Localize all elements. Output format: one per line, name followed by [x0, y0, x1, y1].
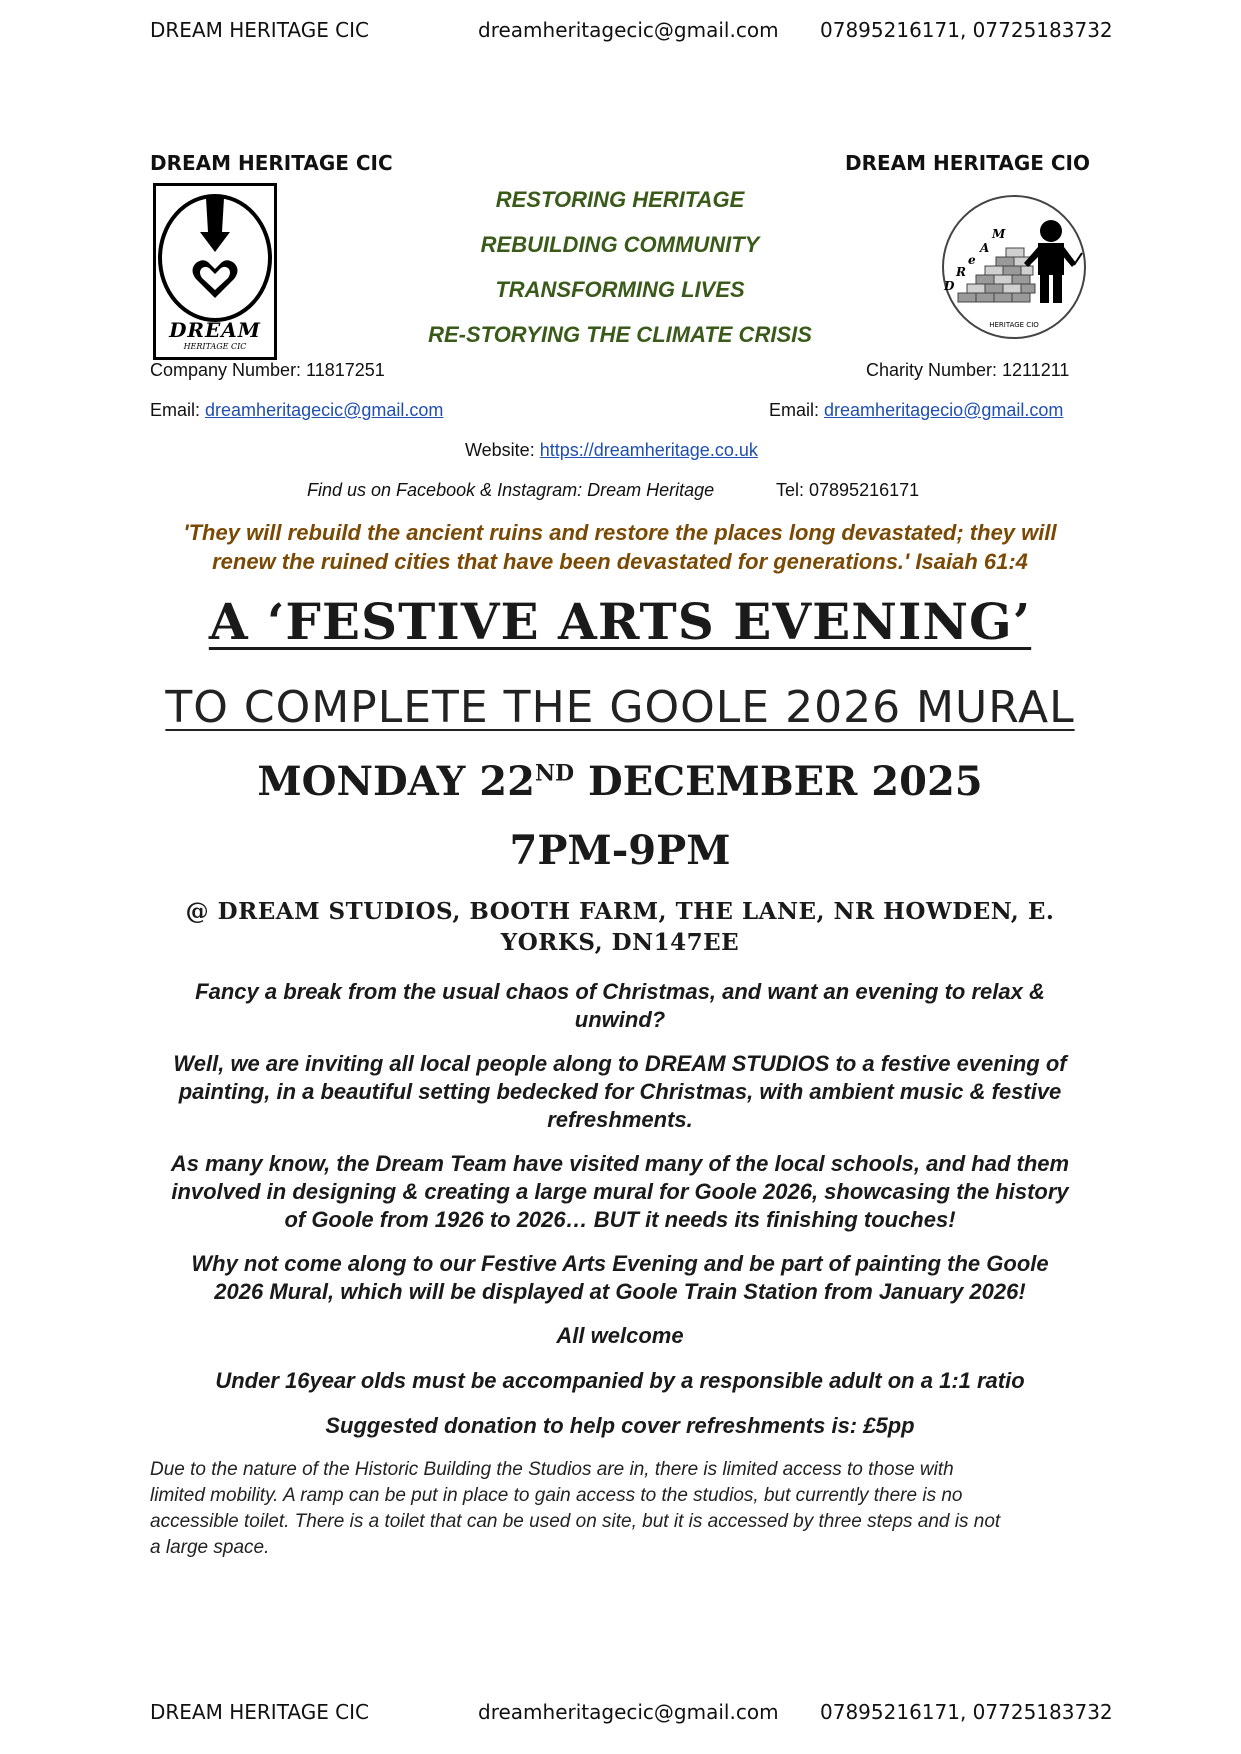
logo-letter-m: M	[992, 227, 1006, 241]
p2-line-1: Well, we are inviting all local people along to DREAM STUDIOS to a festive evening of	[173, 1051, 1067, 1076]
footer-org: DREAM HERITAGE CIC	[150, 1700, 370, 1724]
cio-email-label: Email:	[769, 400, 820, 420]
quote-line-1: 'They will rebuild the ancient ruins and restore the places long devastated; they will	[183, 520, 1057, 545]
note-line-3: accessible toilet. There is a toilet that can be used on site, but it is accessed by three steps and is not	[150, 1511, 1001, 1532]
p2-line-2: painting, in a beautiful setting bedecked for Christmas, with ambient music & festive	[178, 1079, 1062, 1104]
letterhead-cic-name: DREAM HERITAGE CIC	[150, 151, 393, 175]
note-line-2: limited mobility. A ramp can be put in place to gain access to the studios, but currently there is no	[150, 1485, 963, 1506]
cio-email-row	[769, 400, 1063, 421]
website-label: Website:	[465, 440, 535, 460]
header-phones: 07895216171, 07725183732	[820, 18, 1113, 42]
social-media-text: Find us on Facebook & Instagram: Dream Heritage	[307, 480, 715, 500]
event-subtitle: TO COMPLETE THE GOOLE 2026 MURAL	[165, 682, 1075, 733]
dream-logo-wordmark: DREAM	[169, 318, 261, 342]
cic-email-label: Email:	[150, 400, 201, 420]
cio-email-link[interactable]: dreamheritagecio@gmail.com	[824, 400, 1064, 420]
date-rest: DECEMBER 2025	[574, 758, 983, 805]
tagline-restoring: RESTORING HERITAGE	[495, 187, 745, 212]
accessibility-note	[150, 1457, 1100, 1561]
tagline-transforming: TRANSFORMING LIVES	[495, 277, 745, 302]
company-number: Company Number: 11817251	[150, 360, 385, 380]
paragraph-mural	[140, 1150, 1100, 1234]
tel-number: Tel: 07895216171	[776, 480, 920, 500]
p4-line-1: Why not come along to our Festive Arts Evening and be part of painting the Goole	[191, 1251, 1049, 1276]
venue-line-2: YORKS, DN147EE	[500, 929, 740, 956]
letterhead-cio-name: DREAM HERITAGE CIO	[845, 151, 1090, 175]
logo-letter-r: R	[956, 265, 966, 279]
paragraph-invite	[140, 1050, 1100, 1134]
logo-letter-e: e	[968, 253, 976, 267]
event-date	[140, 758, 1100, 805]
p1-line-1: Fancy a break from the usual chaos of Christmas, and want an evening to relax &	[195, 979, 1045, 1004]
p3-line-1: As many know, the Dream Team have visited many of the local schools, and had them	[170, 1151, 1070, 1176]
p1-line-2: unwind?	[574, 1007, 666, 1032]
venue-line-1: @ DREAM STUDIOS, BOOTH FARM, THE LANE, NR HOWDEN, E.	[185, 898, 1055, 925]
cic-email-row	[150, 400, 443, 421]
tagline-rebuilding: REBUILDING COMMUNITY	[480, 232, 760, 257]
date-prefix: MONDAY 22	[257, 758, 535, 805]
p3-line-2: involved in designing & creating a large mural for Goole 2026, showcasing the history	[171, 1179, 1069, 1204]
dream-cic-logo	[153, 183, 277, 360]
note-line-1: Due to the nature of the Historic Building the Studios are in, there is limited access to those with	[150, 1459, 954, 1480]
p3-line-3: of Goole from 1926 to 2026… BUT it needs its finishing touches!	[284, 1207, 956, 1232]
logo-letter-a: A	[980, 241, 990, 255]
event-title: A ‘FESTIVE ARTS EVENING’	[208, 592, 1032, 651]
website-link[interactable]: https://dreamheritage.co.uk	[539, 440, 758, 460]
footer-email: dreamheritagecic@gmail.com	[478, 1700, 779, 1724]
dream-cio-logo	[940, 193, 1088, 341]
cio-logo-subtext: HERITAGE CIO	[989, 321, 1039, 329]
quote-line-2: renew the ruined cities that have been devastated for generations.' Isaiah 61:4	[212, 549, 1028, 574]
charity-number: Charity Number: 1211211	[866, 360, 1070, 380]
event-venue	[140, 896, 1100, 958]
header-org: DREAM HERITAGE CIC	[150, 18, 370, 42]
p4-line-2: 2026 Mural, which will be displayed at Goole Train Station from January 2026!	[214, 1279, 1026, 1304]
footer-phones: 07895216171, 07725183732	[820, 1700, 1113, 1724]
under-16-notice: Under 16year olds must be accompanied by a responsible adult on a 1:1 ratio	[215, 1368, 1025, 1393]
p2-line-3: refreshments.	[547, 1107, 693, 1132]
dream-logo-subtext: HERITAGE CIC	[183, 342, 247, 351]
donation-notice: Suggested donation to help cover refreshments is: £5pp	[325, 1413, 915, 1438]
header-email: dreamheritagecic@gmail.com	[478, 18, 779, 42]
date-suffix: ND	[534, 760, 575, 787]
scripture-quote	[140, 518, 1100, 576]
paragraph-relax	[140, 978, 1100, 1034]
logo-letter-d: D	[944, 279, 955, 293]
event-time: 7PM-9PM	[509, 827, 731, 874]
tagline-climate: RE-STORYING THE CLIMATE CRISIS	[428, 322, 812, 347]
cic-email-link[interactable]: dreamheritagecic@gmail.com	[205, 400, 444, 420]
website-row	[465, 440, 758, 461]
all-welcome: All welcome	[556, 1323, 684, 1348]
paragraph-come-along	[140, 1250, 1100, 1306]
note-line-4: a large space.	[150, 1537, 270, 1558]
